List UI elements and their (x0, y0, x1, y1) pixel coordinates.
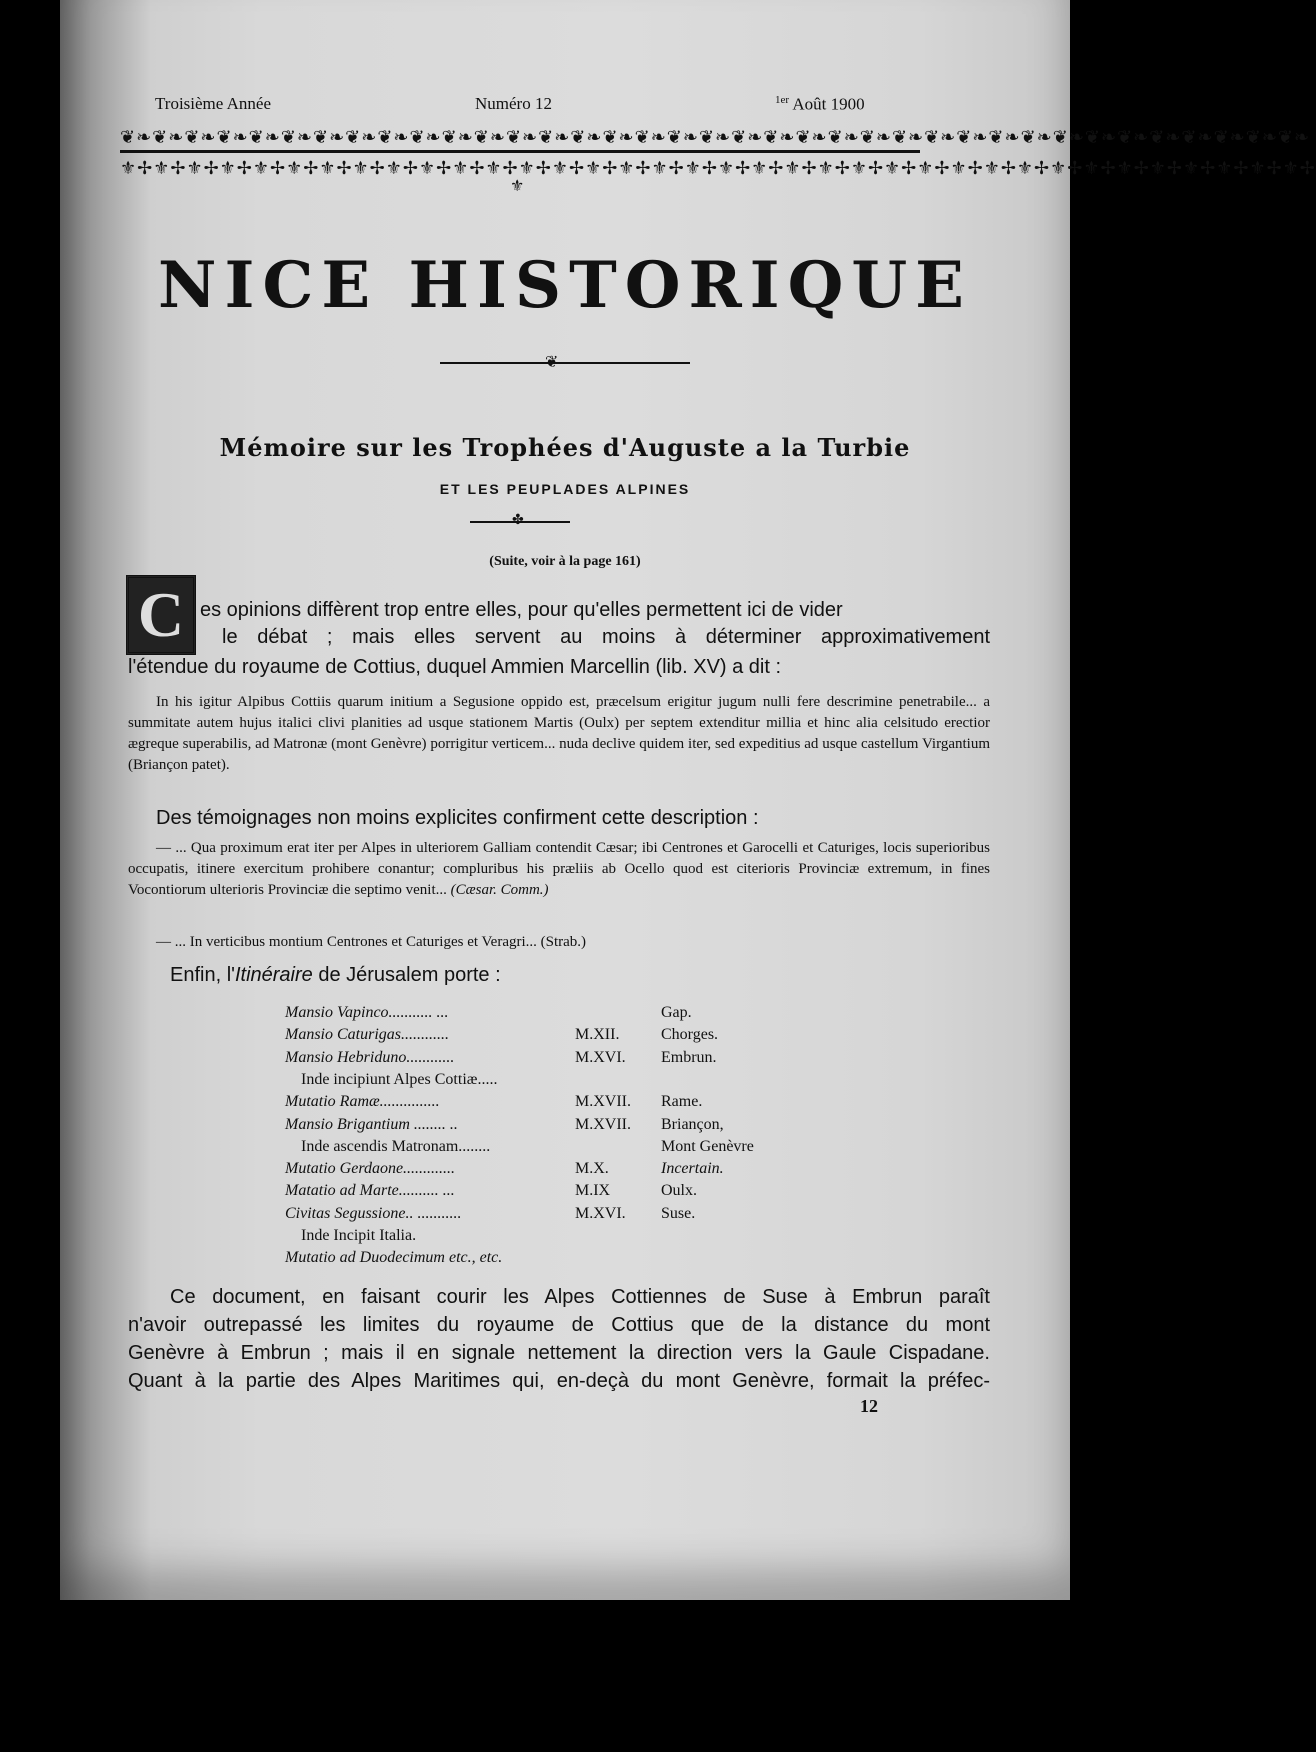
itinerary-modern-place: Rame. (661, 1093, 703, 1111)
journal-title: NICE HISTORIQUE (158, 248, 972, 323)
quote-strabo: — ... In verticibus montium Centrones et Caturiges et Veragri... (Strab.) (156, 934, 587, 950)
itinerary-modern-place: Incertain. (661, 1160, 724, 1178)
p3-pre: Enfin, l' (170, 964, 235, 986)
itinerary-distance: M.XVII. (575, 1093, 631, 1111)
ornament-band-bottom: ⚜✢⚜✢⚜✢⚜✢⚜✢⚜✢⚜✢⚜✢⚜✢⚜✢⚜✢⚜✢⚜✢⚜✢⚜✢⚜✢⚜✢⚜✢⚜✢⚜✢⚜✢⚜✢⚜✢⚜✢⚜✢⚜✢⚜✢⚜✢⚜✢⚜✢⚜✢⚜✢⚜✢⚜✢⚜✢⚜✢ (120, 158, 1316, 178)
article-subtitle: ET LES PEUPLADES ALPINES (439, 481, 691, 497)
itinerary-distance: M.XII. (575, 1026, 620, 1044)
p4-line3: Genèvre à Embrun ; mais il en signale nettement la direction vers la Gaule Cispadane. (128, 1342, 990, 1364)
issue-date (775, 94, 865, 115)
subtitle-divider-ornament-icon: ✤ (512, 513, 524, 528)
page (60, 0, 1316, 1600)
itinerary-station: Mutatio Ramæ............... (285, 1093, 440, 1111)
quote-caesar-text: — ... Qua proximum erat iter per Alpes in ulteriorem Galliam contendit Cæsar; ibi Centrones et Garocelli et Caturiges, locis superioribus occupatis, itinere exercitum prohibere conantur; compluribus his præliis ab Ocello quod est citerioris Provinciæ extremum, in fines Vocontiorum ulterioris Provinciæ die septimo venit... (128, 840, 990, 898)
itinerary-distance: M.XVII. (575, 1115, 631, 1133)
itinerary-station: Mansio Hebriduno............ (285, 1048, 455, 1066)
p3-italic: Itinéraire (234, 964, 313, 986)
page-number: 12 (860, 1396, 878, 1416)
itinerary-row (285, 1069, 805, 1091)
itinerary-station: Inde ascendis Matronam........ (301, 1137, 491, 1155)
itinerary-distance: M.XVI. (575, 1204, 626, 1222)
itinerary-row (285, 1225, 805, 1247)
p4-line1: Ce document, en faisant courir les Alpes Cottiennes de Suse à Embrun paraît (170, 1286, 990, 1308)
itinerary-row (285, 1136, 805, 1158)
p4-line4: Quant à la partie des Alpes Maritimes qui, en-deçà du mont Genèvre, formait la préfec- (128, 1370, 990, 1392)
ornament-band-top: ❦❧❦❧❦❧❦❧❦❧❦❧❦❧❦❧❦❧❦❧❦❧❦❧❦❧❦❧❦❧❦❧❦❧❦❧❦❧❦❧❦❧❦❧❦❧❦❧❦❧❦❧❦❧❦❧❦❧❦❧❦❧❦❧❦❧❦❧❦❧❦❧❦❧ (120, 127, 1311, 147)
itinerary-modern-place: Mont Genèvre (661, 1137, 754, 1155)
dropcap: C (126, 575, 196, 655)
itinerary-station: Mansio Brigantium ........ .. (285, 1115, 458, 1133)
date-text: Août 1900 (792, 94, 865, 114)
itinerary-station: Matatio ad Marte.......... ... (285, 1182, 455, 1200)
itinerary-station: Inde incipiunt Alpes Cottiæ..... (301, 1070, 498, 1088)
itinerary-row (285, 1047, 805, 1069)
itinerary-station: Inde Incipit Italia. (301, 1227, 417, 1244)
itinerary-station: Mansio Vapinco........... ... (285, 1004, 449, 1021)
itinerary-modern-place: Suse. (661, 1204, 696, 1222)
title-divider (440, 362, 690, 364)
p1-line1: es opinions diffèrent trop entre elles, pour qu'elles permettent ici de vider (200, 599, 843, 621)
title-divider-ornament-icon: ❦ (545, 354, 559, 371)
continuation-note: (Suite, voir à la page 161) (489, 554, 641, 569)
itinerary-modern-place: Embrun. (661, 1048, 717, 1066)
p1-line2: le débat ; mais elles servent au moins à déterminer approximativement (222, 626, 990, 648)
itinerary-row (285, 1203, 805, 1225)
p2: Des témoignages non moins explicites confirment cette description : (156, 807, 759, 829)
issue-number: Numéro 12 (475, 94, 552, 113)
itinerary-modern-place: Briançon, (661, 1115, 724, 1133)
itinerary-row (285, 1002, 805, 1024)
ornament-pendant-icon: ⚜ (510, 178, 525, 195)
itinerary-station: Mansio Caturigas............ (285, 1026, 450, 1044)
quote-caesar (128, 838, 990, 901)
p3 (170, 960, 990, 990)
itinerary-row (285, 1114, 805, 1136)
itinerary-row (285, 1091, 805, 1113)
itinerary-row (285, 1247, 805, 1269)
itinerary-station: Mutatio Gerdaone............. (285, 1160, 456, 1178)
article-title: Mémoire sur les Trophées d'Auguste a la Turbie (219, 433, 911, 462)
volume-year: Troisième Année (155, 94, 272, 113)
itinerary-modern-place: Gap. (661, 1004, 692, 1021)
ornament-rule (120, 150, 920, 153)
itinerary-distance: M.XVI. (575, 1048, 626, 1066)
itinerary-distance: M.IX (575, 1182, 611, 1200)
itinerary-table (285, 1002, 805, 1272)
p1-line3: l'étendue du royaume de Cottius, duquel Ammien Marcellin (lib. XV) a dit : (128, 656, 782, 678)
itinerary-row (285, 1158, 805, 1180)
itinerary-modern-place: Chorges. (661, 1026, 719, 1044)
quote-ammien: In his igitur Alpibus Cottiis quarum initium a Segusione oppido est, præcelsum erigitur jugum nulli fere descrimine penetrabile... a summitate autem hujus italici clivi planities ad usque stationem Martis (Oulx) per septem extenditur millia et hinc alia celsitudo erectior ægreque superabilis, ad Matronæ (mont Genèvre) porrigitur verticem... nuda declive quidem iter, sed expeditius ad usque castellum Virgantium (Briançon patet). (128, 694, 990, 773)
itinerary-row (285, 1180, 805, 1202)
quote-caesar-cite: (Cæsar. Comm.) (450, 882, 549, 898)
itinerary-row (285, 1024, 805, 1046)
p3-post: de Jérusalem porte : (312, 964, 501, 986)
date-superscript: 1er (775, 94, 790, 106)
p4-line2: n'avoir outrepassé les limites du royaume de Cottius que de la distance du mont (128, 1314, 990, 1336)
itinerary-station: Mutatio ad Duodecimum etc., etc. (285, 1249, 503, 1267)
itinerary-station: Civitas Segussione.. ........... (285, 1204, 462, 1222)
itinerary-distance: M.X. (575, 1160, 609, 1178)
itinerary-modern-place: Oulx. (661, 1182, 697, 1200)
